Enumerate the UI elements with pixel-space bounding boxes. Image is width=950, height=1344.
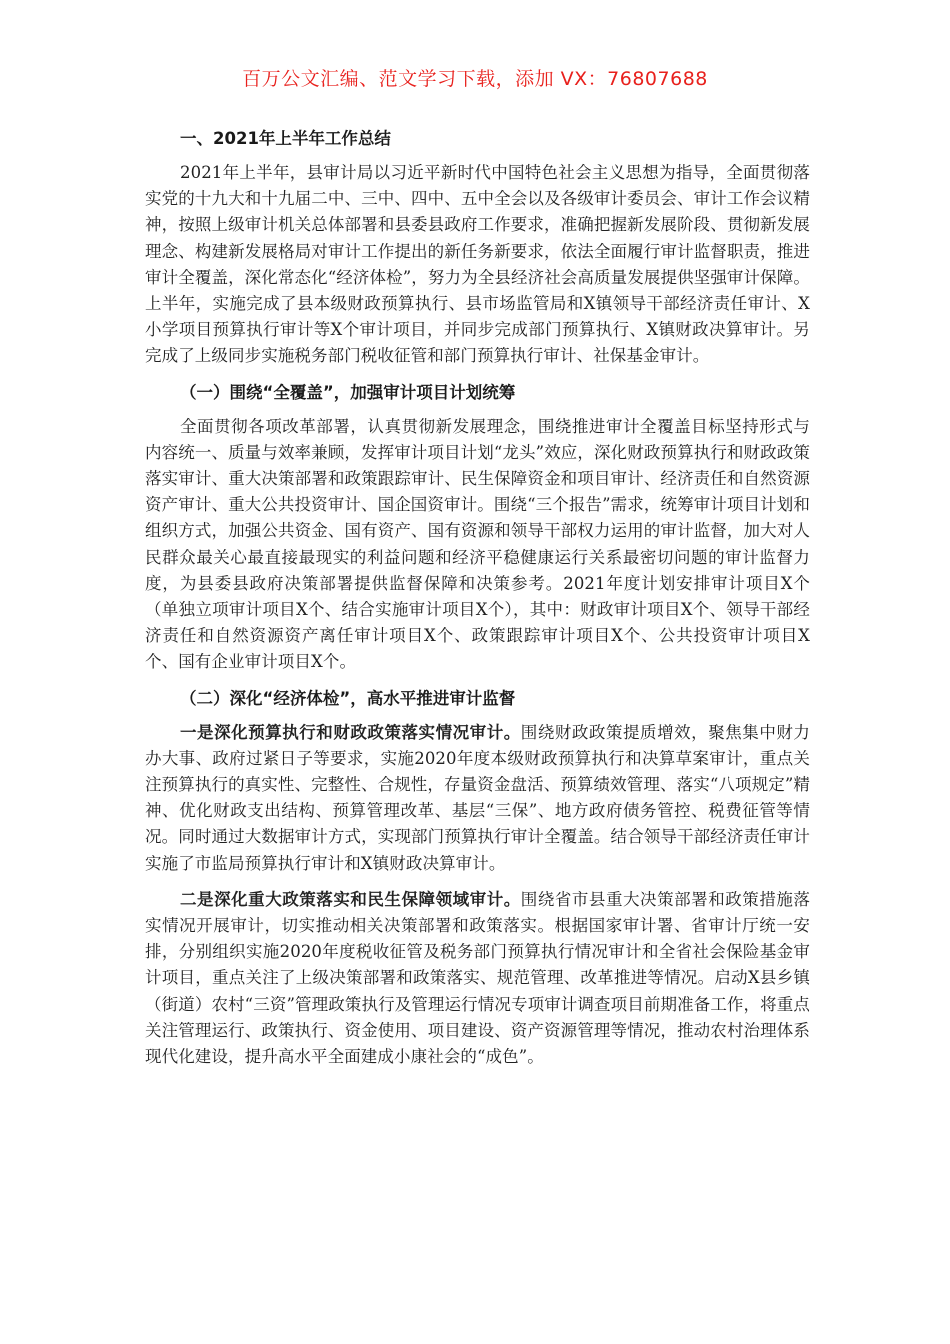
document-body xyxy=(145,124,810,1080)
subsection-1-paragraph: 全面贯彻各项改革部署，认真贯彻新发展理念，围绕推进审计全覆盖目标坚持形式与内容统一、质量与效率兼顾，发挥审计项目计划“龙头”效应，深化财政预算执行和财政政策落实审计、重大决策部署和政策跟踪审计、民生保障资金和项目审计、经济责任和自然资源资产审计、重大公共投资审计、国企国资审计。围绕“三个报告”需求，统筹审计项目计划和组织方式，加强公共资金、国有资产、国有资源和领导干部权力运用的审计监督，加大对人民群众最关心最直接最现实的利益问题和经济平稳健康运行关系最密切问题的审计监督力度，为县委县政府决策部署提供监督保障和决策参考。2021年度计划安排审计项目X个（单独立项审计项目X个、结合实施审计项目X个），其中：财政审计项目X个、领导干部经济责任和自然资源资产离任审计项目X个、政策跟踪审计项目X个、公共投资审计项目X个、国有企业审计项目X个。 xyxy=(145,416,810,672)
policy-audit-lead: 二是深化重大政策落实和民生保障领域审计。 xyxy=(180,889,521,909)
policy-audit-paragraph xyxy=(145,887,810,1070)
budget-audit-lead: 一是深化预算执行和财政政策落实情况审计。 xyxy=(180,722,521,742)
promo-header: 百万公文汇编、范文学习下载，添加 VX：76807688 xyxy=(242,68,708,90)
budget-audit-text: 围绕财政政策提质增效，聚焦集中财力办大事、政府过紧日子等要求，实施2020年度本级财政预算执行和决算草案审计，重点关注预算执行的真实性、完整性、合规性，存量资金盘活、预算绩效管理、落实“八项规定”精神、优化财政支出结构、预算管理改革、基层“三保”、地方政府债务管控、税费征管等情况。同时通过大数据审计方式，实现部门预算执行审计全覆盖。结合领导干部经济责任审计实施了市监局预算执行审计和X镇财政决算审计。 xyxy=(145,722,811,873)
policy-audit-text: 围绕省市县重大决策部署和政策措施落实情况开展审计，切实推动相关决策部署和政策落实。根据国家审计署、省审计厅统一安排，分别组织实施2020年度税收征管及税务部门预算执行情况审计和全省社会保险基金审计项目，重点关注了上级决策部署和政策落实、规范管理、改革推进等情况。启动X县乡镇（街道）农村“三资”管理政策执行及管理运行情况专项审计调查项目前期准备工作，将重点关注管理运行、政策执行、资金使用、项目建设、资产资源管理等情况，推动农村治理体系现代化建设，提升高水平全面建成小康社会的“成色”。 xyxy=(145,889,811,1067)
budget-audit-paragraph xyxy=(145,720,810,877)
subsection-2-title: （二）深化“经济体检”，高水平推进审计监督 xyxy=(180,688,516,708)
section-1-title: 一、2021年上半年工作总结 xyxy=(180,129,391,148)
subsection-1-title: （一）围绕“全覆盖”，加强审计项目计划统筹 xyxy=(180,382,516,402)
section-1-paragraph: 2021年上半年，县审计局以习近平新时代中国特色社会主义思想为指导，全面贯彻落实党的十九大和十九届二中、三中、四中、五中全会以及各级审计委员会、审计工作会议精神，按照上级审计机关总体部署和县委县政府工作要求，准确把握新发展阶段、贯彻新发展理念、构建新发展格局对审计工作提出的新任务新要求，依法全面履行审计监督职责，推进审计全覆盖，深化常态化“经济体检”，努力为全县经济社会高质量发展提供坚强审计保障。上半年，实施完成了县本级财政预算执行、县市场监管局和X镇领导干部经济责任审计、X小学项目预算执行审计等X个审计项目，并同步完成部门预算执行、X镇财政决算审计。另完成了上级同步实施税务部门税收征管和部门预算执行审计、社保基金审计。 xyxy=(145,163,810,366)
